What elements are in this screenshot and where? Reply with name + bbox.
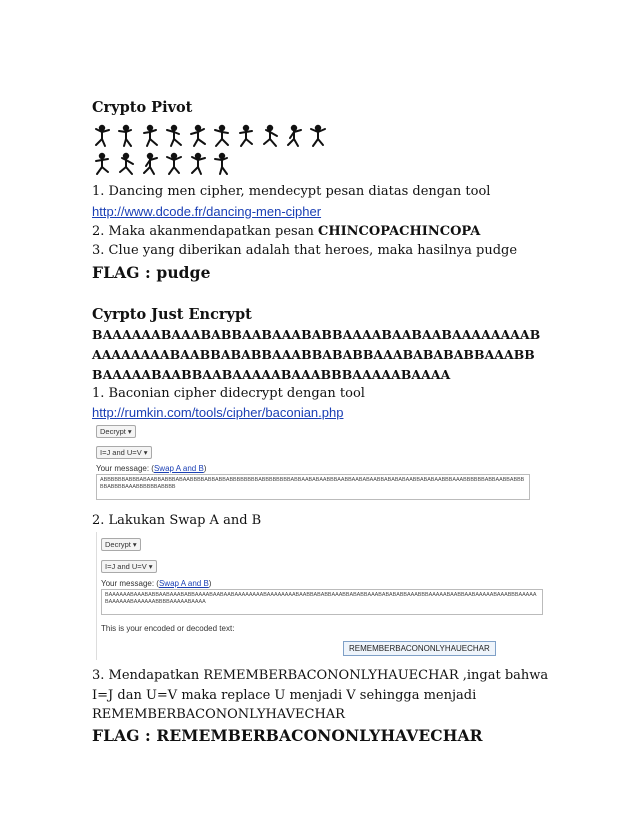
dancing-man-figure — [288, 126, 301, 146]
step-baconian — [92, 386, 365, 401]
flag-remember-bacon: FLAG : REMEMBERBACONONLYHAVECHAR — [92, 726, 483, 745]
mode-select: Decrypt ▾ — [96, 425, 136, 438]
dancing-man-figure — [167, 126, 181, 146]
mode-value: Decrypt — [100, 427, 126, 436]
dancing-man-figure — [191, 126, 205, 146]
dancing-man-figure — [144, 126, 157, 146]
result-output: REMEMBERBACONONLYHAUECHAR — [343, 641, 496, 656]
step-number: 2. — [92, 224, 105, 239]
section-title-crypto-pivot: Crypto Pivot — [92, 99, 193, 116]
mode-select: Decrypt ▾ — [101, 538, 141, 551]
message-label-text: Your message: ( — [96, 464, 154, 473]
dancing-man-figure — [96, 154, 108, 174]
result-label: This is your encoded or decoded text: — [101, 624, 235, 633]
cipher-line-2: AAAAAAAABAABBABABBAAABBABABBAAABABABABBAAABB — [92, 347, 535, 362]
dancing-men-row-2 — [96, 154, 227, 174]
dancing-man-figure — [167, 154, 181, 174]
step-3-line-2: I=J dan U=V maka replace U menjadi V sehingga menjadi — [92, 688, 477, 703]
alphabet-value: I=J and U=V — [100, 448, 142, 457]
step-text: Lakukan Swap A and B — [108, 513, 262, 528]
alphabet-select: I=J and U=V ▾ — [101, 560, 157, 573]
message-label-close: ) — [203, 464, 207, 473]
flag-pudge: FLAG : pudge — [92, 263, 211, 282]
swap-link: Swap A and B — [153, 464, 204, 473]
step-3-line-3: REMEMBERBACONONLYHAVECHAR — [92, 707, 345, 722]
decoded-message: CHINCOPACHINCOPA — [317, 224, 481, 239]
step-swap — [92, 513, 261, 528]
step-1 — [92, 184, 490, 199]
step-number: 3. — [92, 243, 105, 258]
step-number: 1. — [92, 184, 105, 199]
message-label-close: ) — [208, 579, 212, 588]
step-text: Maka akanmendapatkan pesan — [108, 224, 318, 239]
dancing-man-figure — [119, 126, 131, 146]
alphabet-value: I=J and U=V — [105, 562, 147, 571]
dancing-man-figure — [120, 154, 133, 174]
step-2 — [92, 224, 480, 239]
swap-link: Swap A and B — [158, 579, 209, 588]
alphabet-select: I=J and U=V ▾ — [96, 446, 152, 459]
step-number: 1. — [92, 386, 105, 401]
message-textarea: BAAAAAABAAABABBAABAAABABBAAAABAABAABAAAAAAAABAAAAAAAABAABBABABBAAABBABABBAAABABABABBAAABBBAAAAABAABBAABAAAAABAAABBBAAAAABAAAAAABAAAAAABBBBAAAAABAAAA — [101, 589, 543, 615]
dancing-man-figure — [311, 126, 325, 146]
message-label — [101, 579, 211, 588]
message-label — [96, 464, 206, 473]
cipher-line-3: BAAAAABAABBAABAAAAABAAABBBAAAAABAAAA — [92, 367, 451, 382]
message-textarea: ABBBBBBABBBABAABBABBBABAABBBBABBABBABBBBBBBBABBBBBBBBABBAABABAABBBAABBAABABAABBABABABAABBABABAABBBAAABBBBBBABBAABBABBBBBABBBBAAABBBBBBABBBB — [96, 474, 530, 500]
step-text: Baconian cipher didecrypt dengan tool — [108, 386, 365, 401]
dancing-man-figure — [240, 126, 252, 146]
dancing-man-figure — [215, 154, 227, 174]
dcode-link[interactable]: http://www.dcode.fr/dancing-men-cipher — [92, 204, 322, 219]
dancing-man-figure — [215, 126, 228, 146]
dancing-men-row-1 — [96, 126, 325, 146]
step-3 — [92, 243, 517, 258]
dancing-man-figure — [192, 154, 205, 174]
rumkin-link[interactable]: http://rumkin.com/tools/cipher/baconian.php — [92, 405, 344, 420]
step-text: Dancing men cipher, mendecypt pesan diatas dengan tool — [108, 184, 491, 199]
message-label-text: Your message: ( — [101, 579, 159, 588]
cipher-line-1: BAAAAAABAAABABBAABAAABABBAAAABAABAABAAAAAAAAB — [92, 327, 541, 342]
dancing-man-figure — [96, 126, 109, 146]
step-3-line-1: 3. Mendapatkan REMEMBERBACONONLYHAUECHAR ,ingat bahwa — [92, 668, 549, 683]
tool-screenshot-1 — [94, 422, 530, 502]
step-text: Clue yang diberikan adalah that heroes, maka hasilnya pudge — [108, 243, 518, 258]
step-number: 2. — [92, 513, 105, 528]
dancing-man-figure — [144, 154, 157, 174]
section-title-just-encrypt: Cyrpto Just Encrypt — [92, 306, 252, 323]
mode-value: Decrypt — [105, 540, 131, 549]
dancing-men-cipher-image — [92, 124, 342, 180]
dancing-man-figure — [264, 126, 277, 146]
tool-screenshot-2 — [96, 532, 543, 660]
